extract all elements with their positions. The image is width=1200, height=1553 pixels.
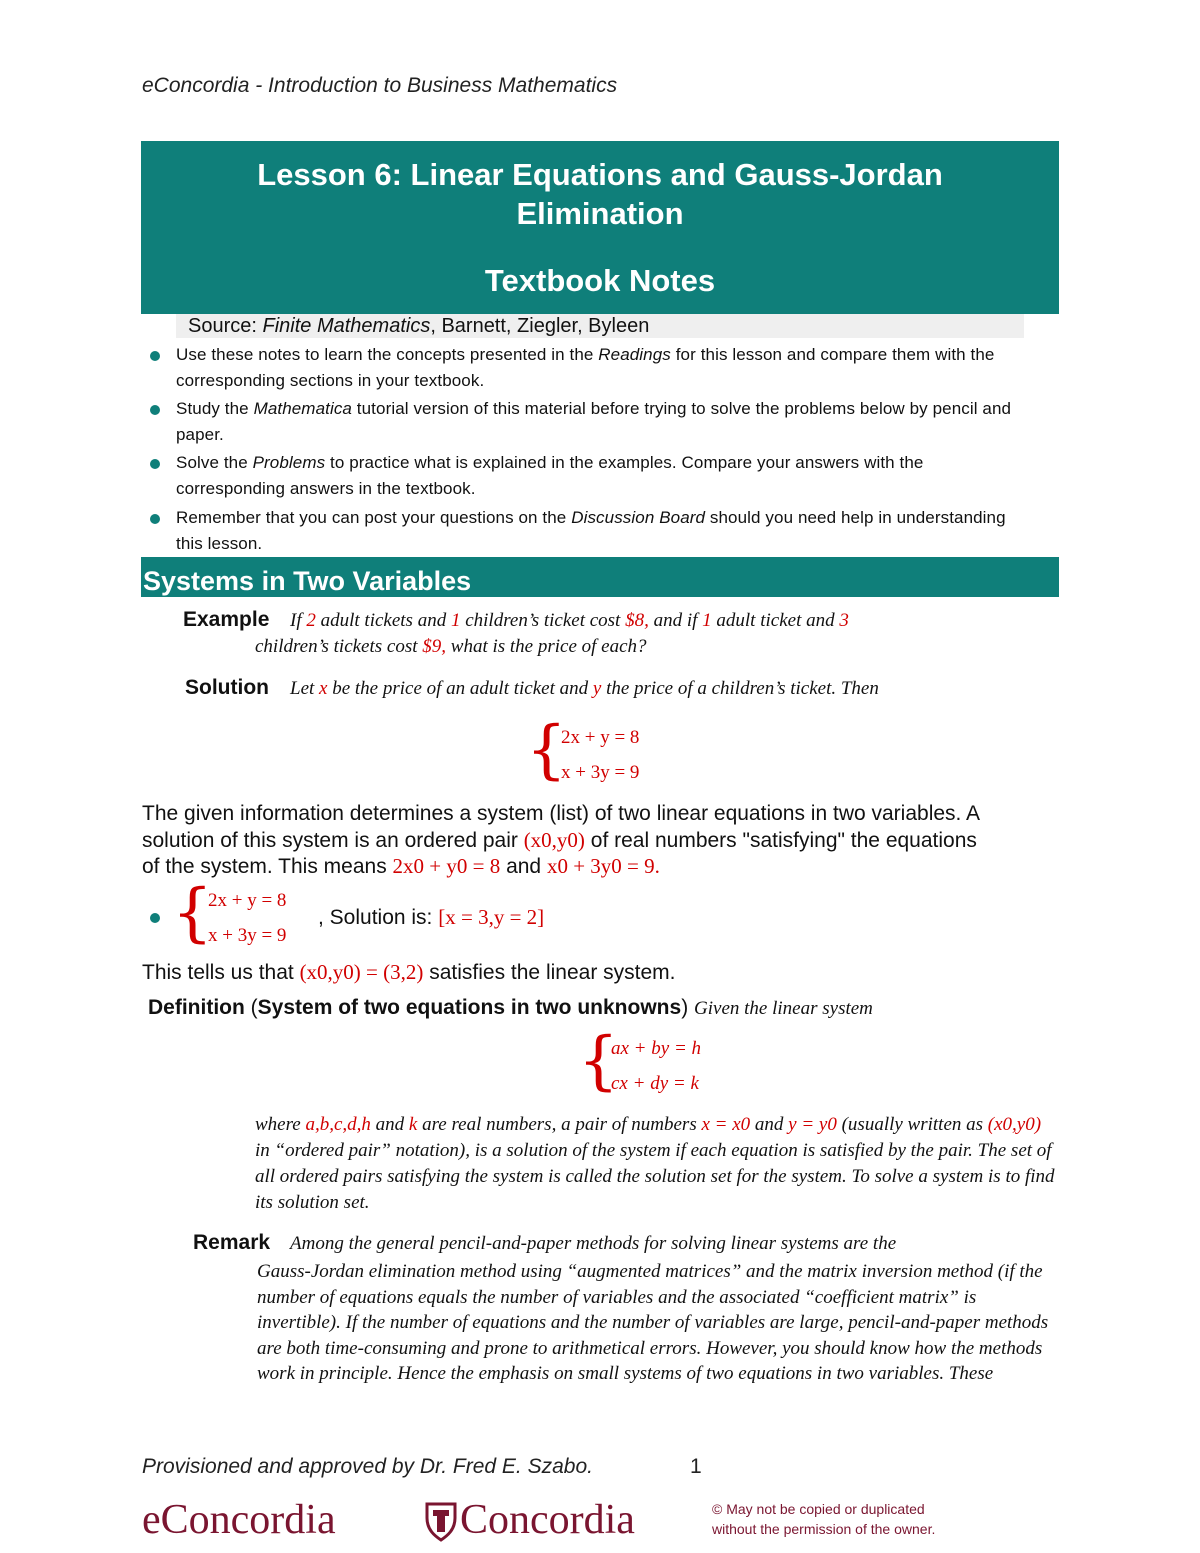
definition-heading: Definition (System of two equations in two unknowns) Given the linear system [148,996,873,1019]
definition-body: where a,b,c,d,h and k are real numbers, a pair of numbers x = x0 and y = y0 (usually written as (x0,y0) in “ordered pair” notation), is a solution of the system if each equation is satisfied by the pair. The set of all ordered pairs satisfying the system is called the solution set for the system. To solve a system is to find its solution set. [255,1114,1055,1213]
example-label: Example [183,608,270,631]
copyright-line: © May not be copied or duplicated [712,1501,925,1517]
remark-body: Gauss-Jordan elimination method using “augmented matrices” and the matrix inversion method (if the number of equations equals the number of variables and the associated “coefficient matrix” is invertible). If the number of equations and the number of variables are large, pencil-and-paper methods are both time-consuming and prone to arithmetical errors. However, you should know how the methods work in principle. Hence the emphasis on small systems of two equations in two variables. These [257,1261,1049,1385]
source-authors: , Barnett, Ziegler, Byleen [430,315,650,337]
example-text-line2: children’s tickets cost $9, what is the price of each? [255,636,647,657]
source-prefix: Source: [188,315,263,337]
section-title: Systems in Two Variables [141,557,1059,597]
shield-icon [425,1502,457,1542]
concordia-logo: Concordia [460,1497,635,1543]
remark-label: Remark [193,1231,271,1254]
bullet-text: for this lesson and compare them with the corresponding sections in your textbook. [176,345,995,390]
bullet-dot-icon [150,459,160,469]
solution-text: Let x be the price of an adult ticket and y the price of a children’s ticket. Then [290,678,879,699]
bullet-dot-icon [150,405,160,415]
concordia-shield-icon [425,1502,457,1538]
bullet-text: Solve the [176,453,253,472]
bullet-item [176,505,1016,557]
system2-equation2: cx + dy = k [611,1073,699,1094]
lesson-title-line1: Lesson 6: Linear Equations and Gauss-Jordan [257,157,943,192]
remark-first-line: Among the general pencil-and-paper methods for solving linear systems are the [290,1233,897,1254]
lesson-subtitle: Textbook Notes [484,263,716,298]
system2-equation1: ax + by = h [611,1038,702,1059]
bullet-text: to practice what is explained in the examples. Compare your answers with the corresponding answers in the textbook. [176,453,924,498]
bullet-dot-icon [150,514,160,524]
bullet-text: should you need help in understanding this lesson. [176,508,1006,553]
lesson-title-line2: Elimination [516,196,684,231]
tells-line: This tells us that (x0,y0) = (3,2) satisfies the linear system. [142,960,676,984]
left-brace-icon: { [578,1024,619,1098]
footer-approval: Provisioned and approved by Dr. Fred E. Szabo. [142,1455,593,1478]
bullet-dot-icon [150,351,160,361]
solution-system-equation2: x + 3y = 9 [208,925,287,946]
system1-equation1: 2x + y = 8 [561,727,640,748]
solution-system-equation1: 2x + y = 8 [208,890,287,911]
bullet-text: tutorial version of this material before trying to solve the problems below by pencil and paper. [176,399,1012,444]
bullet-emphasis: Discussion Board [571,508,706,527]
bullet-emphasis: Mathematica [253,399,352,418]
system1-equation2: x + 3y = 9 [561,762,640,783]
source-line [176,314,1024,338]
solution-result-line: , Solution is: [x = 3,y = 2] [318,905,545,929]
example-text-line1: If 2 adult tickets and 1 children’s ticket cost $8, and if 1 adult ticket and 3 [290,610,849,631]
bullet-text: Remember that you can post your questions on the [176,508,572,527]
bullet-item [176,396,1016,448]
solution-label: Solution [185,676,269,699]
bullet-text: Use these notes to learn the concepts presented in the [176,345,599,364]
bullet-item [176,342,1016,394]
source-book: Finite Mathematics [262,315,431,337]
left-brace-icon: { [526,713,567,787]
paragraph-line: of the system. This means 2x0 + y0 = 8 and x0 + 3y0 = 9. [142,854,660,878]
page-number: 1 [690,1455,702,1478]
paragraph-line: solution of this system is an ordered pair (x0,y0) of real numbers "satisfying" the equations [142,828,977,852]
bullet-emphasis: Problems [252,453,326,472]
paragraph-line: The given information determines a system (list) of two linear equations in two variables. A [142,802,981,825]
copyright-line: without the permission of the owner. [712,1521,936,1537]
copyright-notice [712,1499,935,1539]
bullet-text: Study the [176,399,254,418]
document-header: eConcordia - Introduction to Business Mathematics [142,74,618,97]
bullet-dot-icon [150,913,160,923]
lesson-title-banner [141,141,1059,314]
bullet-emphasis: Readings [598,345,671,364]
left-brace-icon: { [172,876,213,950]
econcordia-logo: eConcordia [142,1497,336,1543]
bullet-item [176,450,1016,502]
